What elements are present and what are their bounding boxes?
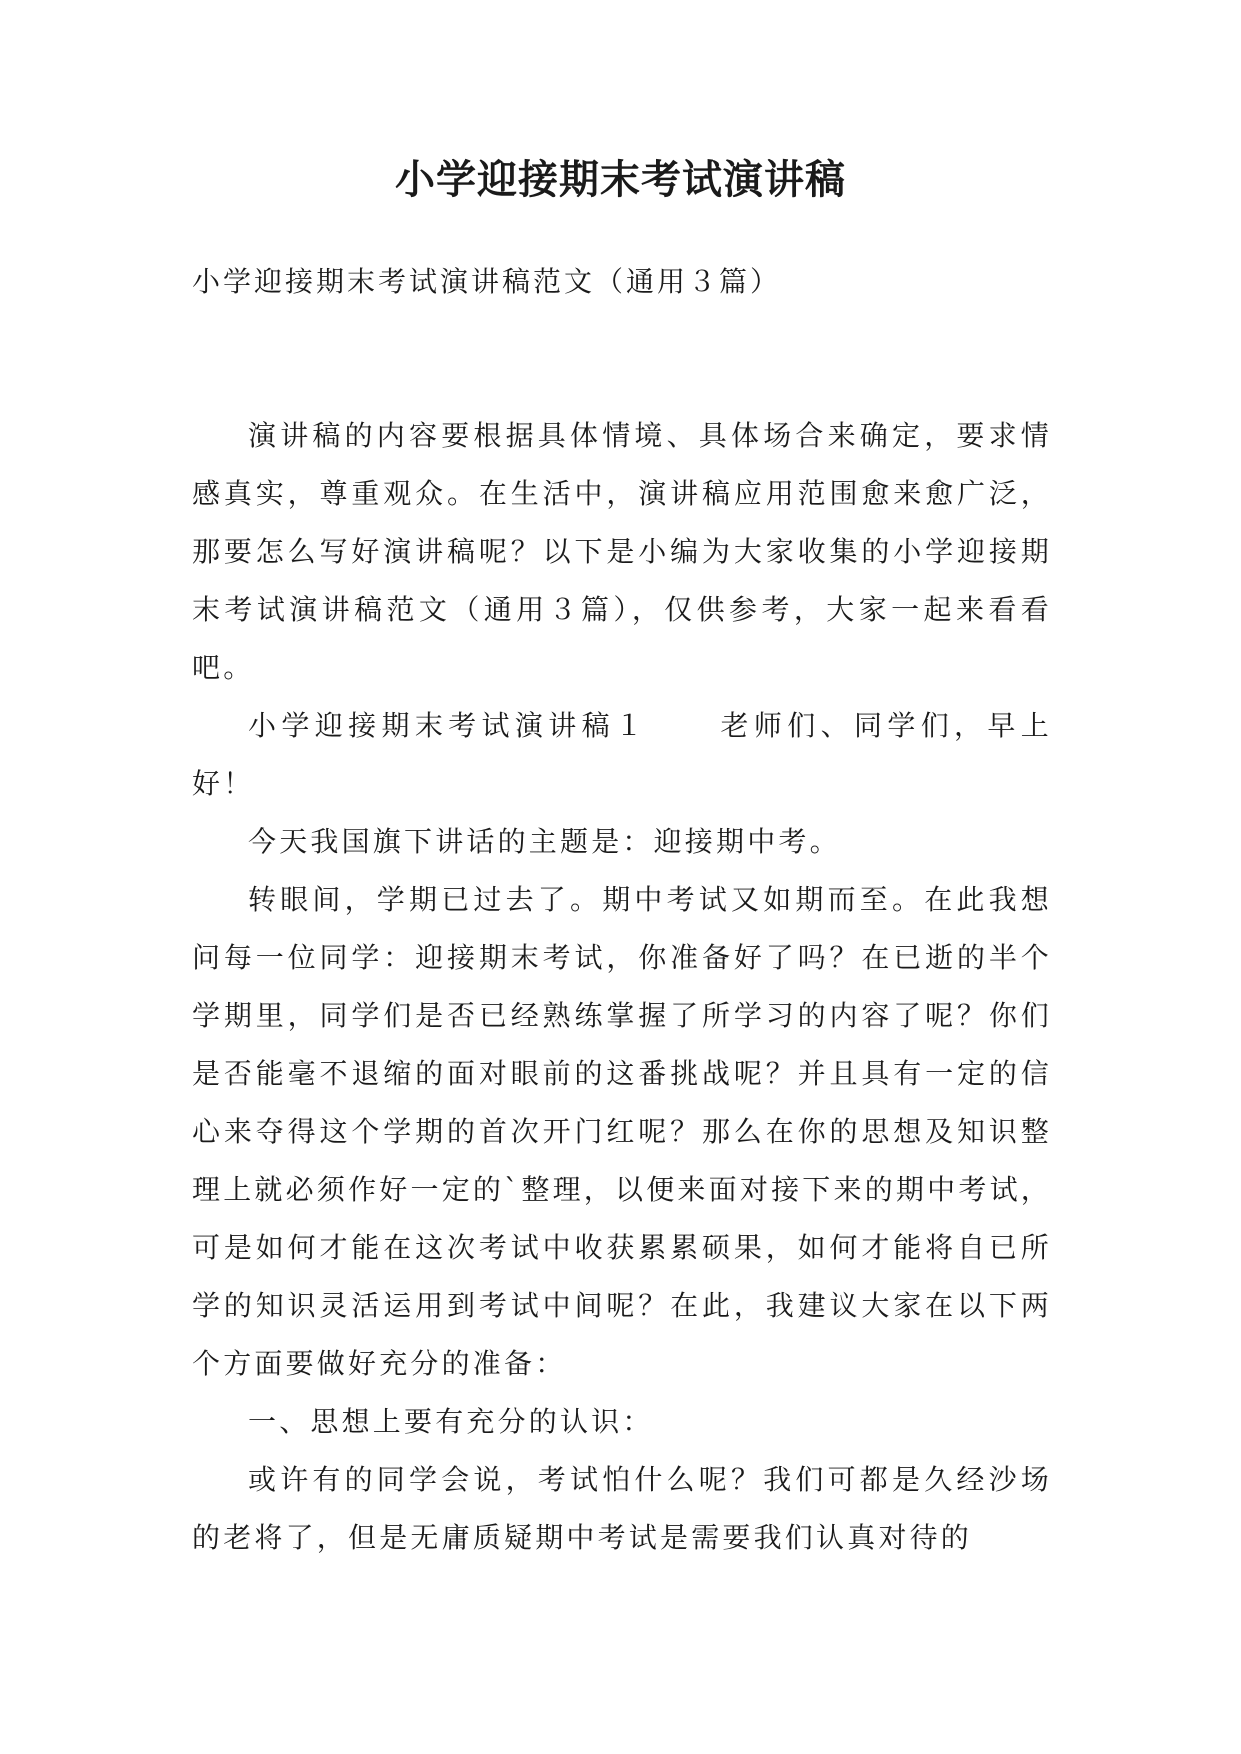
document-body [192,407,1052,1567]
section-heading-paragraph [192,697,1052,813]
document-title: 小学迎接期末考试演讲稿 [395,156,846,203]
body-paragraph: 今天我国旗下讲话的主题是：迎接期中考。 [248,825,841,858]
section-heading: 小学迎接期末考试演讲稿１ [248,709,649,742]
body-paragraph: 或许有的同学会说，考试怕什么呢？我们可都是久经沙场的老将了，但是无庸质疑期中考试是需要我们认真对待的 [192,1463,1052,1554]
body-paragraph: 一、思想上要有充分的认识： [248,1405,654,1438]
intro-paragraph: 演讲稿的内容要根据具体情境、具体场合来确定，要求情感真实，尊重观众。在生活中，演讲稿应用范围愈来愈广泛，那要怎么写好演讲稿呢？以下是小编为大家收集的小学迎接期末考试演讲稿范文（通用３篇），仅供参考，大家一起来看看吧。 [192,419,1052,684]
greeting-text: 老师们、同学们，早上好！ [192,709,1052,800]
body-paragraph: 转眼间，学期已过去了。期中考试又如期而至。在此我想问每一位同学：迎接期末考试，你准备好了吗？在已逝的半个学期里，同学们是否已经熟练掌握了所学习的内容了呢？你们是否能毫不退缩的面对眼前的这番挑战呢？并且具有一定的信心来夺得这个学期的首次开门红呢？那么在你的思想及知识整理上就必须作好一定的`整理，以便来面对接下来的期中考试，可是如何才能在这次考试中收获累累硕果，如何才能将自已所学的知识灵活运用到考试中间呢？在此，我建议大家在以下两个方面要做好充分的准备： [192,883,1052,1380]
document-subtitle: 小学迎接期末考试演讲稿范文（通用３篇） [192,265,782,298]
